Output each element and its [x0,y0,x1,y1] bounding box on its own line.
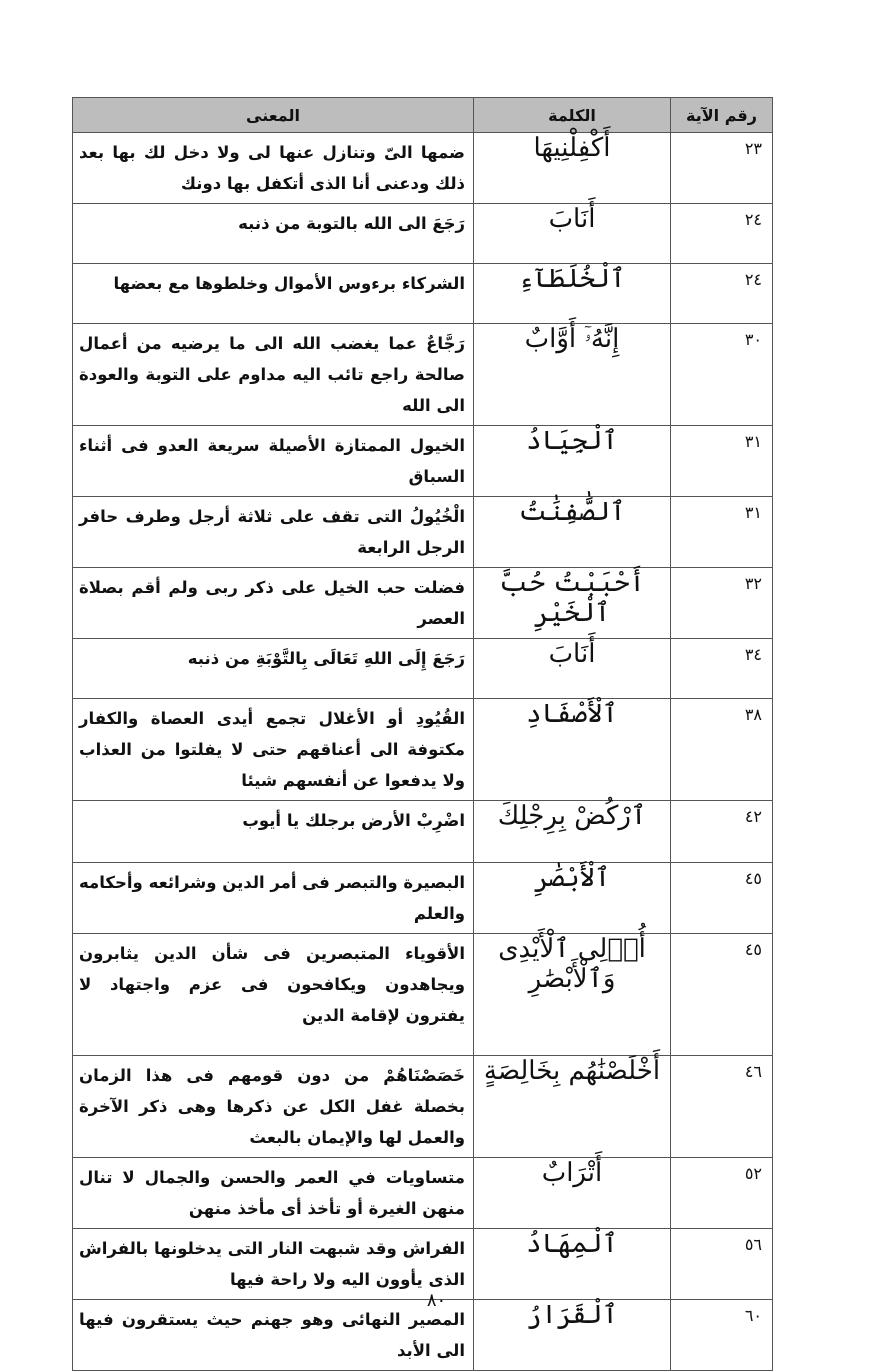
verse-number: ٣١ [671,497,773,568]
meaning-cell: المصير النهائى وهو جهنم حيث يستقرون فيها الى الأبد [73,1300,474,1371]
table-row [73,426,773,497]
meaning-cell: اضْرِبْ الأرض برجلك يا أيوب [73,801,474,863]
table-row [73,264,773,324]
table-row [73,133,773,204]
word-cell: ٱلْخُلَطَآءِ [474,264,671,324]
word-cell: أَكْفِلْنِيهَا [474,133,671,204]
verse-number: ٣٤ [671,639,773,699]
verse-number: ٢٤ [671,264,773,324]
table-row [73,1056,773,1158]
verse-number: ٣٨ [671,699,773,801]
verse-number: ٢٤ [671,204,773,264]
meaning-cell: متساويات في العمر والحسن والجمال لا تنال منهن الغيرة أو تأخذ أى مأخذ منهن [73,1158,474,1229]
verse-number: ٥٢ [671,1158,773,1229]
word-cell: ٱرْكُضْ بِرِجْلِكَ [474,801,671,863]
meaning-cell: ضمها الىّ وتنازل عنها لى ولا دخل لك بها بعد ذلك ودعنى أنا الذى أتكفل بها دونك [73,133,474,204]
verse-number: ٣٠ [671,324,773,426]
table-row [73,324,773,426]
table-row [73,639,773,699]
meaning-cell: البصيرة والتبصر فى أمر الدين وشرائعه وأحكامه والعلم [73,863,474,934]
header-word: الكلمة [474,98,671,133]
table-row [73,934,773,1056]
verse-number: ٣٢ [671,568,773,639]
verse-number: ٤٥ [671,934,773,1056]
word-cell: أُو۟لِى ٱلْأَيْدِى وَٱلْأَبْصَٰرِ [474,934,671,1056]
word-cell: ٱلْأَبْصَٰرِ [474,863,671,934]
header-verse-number: رقم الآية [671,98,773,133]
table-row [73,497,773,568]
word-cell: ٱلْقَرَارُ [474,1300,671,1371]
verse-number: ٢٣ [671,133,773,204]
word-cell: إِنَّهُۥٓ أَوَّابٌ [474,324,671,426]
meaning-cell: رَجَعَ الى الله بالتوبة من ذنبه [73,204,474,264]
meaning-cell: خَصَصْنَاهُمْ من دون قومهم فى هذا الزمان بخصلة غفل الكل عن ذكرها وهى ذكر الآخرة والعمل لها والإيمان بالبعث [73,1056,474,1158]
meaning-cell: فضلت حب الخيل على ذكر ربى ولم أقم بصلاة العصر [73,568,474,639]
meaning-cell: القُيُودِ أو الأغلال تجمع أيدى العصاة والكفار مكتوفة الى أعناقهم حتى لا يفلتوا من العذاب ولا يدفعوا عن أنفسهم شيئا [73,699,474,801]
word-cell: ٱلْجِيَادُ [474,426,671,497]
table-row [73,699,773,801]
verse-number: ٥٦ [671,1229,773,1300]
meaning-cell: الشركاء برءوس الأموال وخلطوها مع بعضها [73,264,474,324]
verse-number: ٤٦ [671,1056,773,1158]
table-row [73,568,773,639]
table-row [73,1158,773,1229]
word-cell: ٱلصَّٰفِنَٰتُ [474,497,671,568]
word-cell: أَنَابَ [474,639,671,699]
word-cell: أَحْبَبْتُ حُبَّ ٱلْخَيْرِ [474,568,671,639]
word-cell: أَتْرَابٌ [474,1158,671,1229]
table-row [73,1229,773,1300]
table-row [73,801,773,863]
vocabulary-table [72,97,773,1371]
word-cell: ٱلْمِهَادُ [474,1229,671,1300]
meaning-cell: رَجَعَ إِلَى اللهِ تَعَالَى بِالتَّوْبَةِ من ذنبه [73,639,474,699]
meaning-cell: رَجَّاعٌ عما يغضب الله الى ما يرضيه من أعمال صالحة راجع تائب اليه مداوم على التوبة والعودة الى الله [73,324,474,426]
table-header-row [73,98,773,133]
verse-number: ٣١ [671,426,773,497]
word-cell: أَخْلَصْنَٰهُم بِخَالِصَةٍ [474,1056,671,1158]
verse-number: ٤٢ [671,801,773,863]
word-cell: أَنَابَ [474,204,671,264]
verse-number: ٦٠ [671,1300,773,1371]
meaning-cell: الخيول الممتازة الأصيلة سريعة العدو فى أثناء السباق [73,426,474,497]
table-row [73,863,773,934]
table-row [73,204,773,264]
page-number: ٨٠ [426,1290,447,1311]
meaning-cell: الأقوياء المتبصرين فى شأن الدين يثابرون ويجاهدون ويكافحون فى عزم واجتهاد لا يفترون لإقامة الدين [73,934,474,1056]
meaning-cell: الفراش وقد شبهت النار التى يدخلونها بالفراش الذى يأوون اليه ولا راحة فيها [73,1229,474,1300]
word-cell: ٱلْأَصْفَادِ [474,699,671,801]
header-meaning: المعنى [73,98,474,133]
verse-number: ٤٥ [671,863,773,934]
meaning-cell: الْخُيُولُ التى تقف على ثلاثة أرجل وطرف حافر الرجل الرابعة [73,497,474,568]
